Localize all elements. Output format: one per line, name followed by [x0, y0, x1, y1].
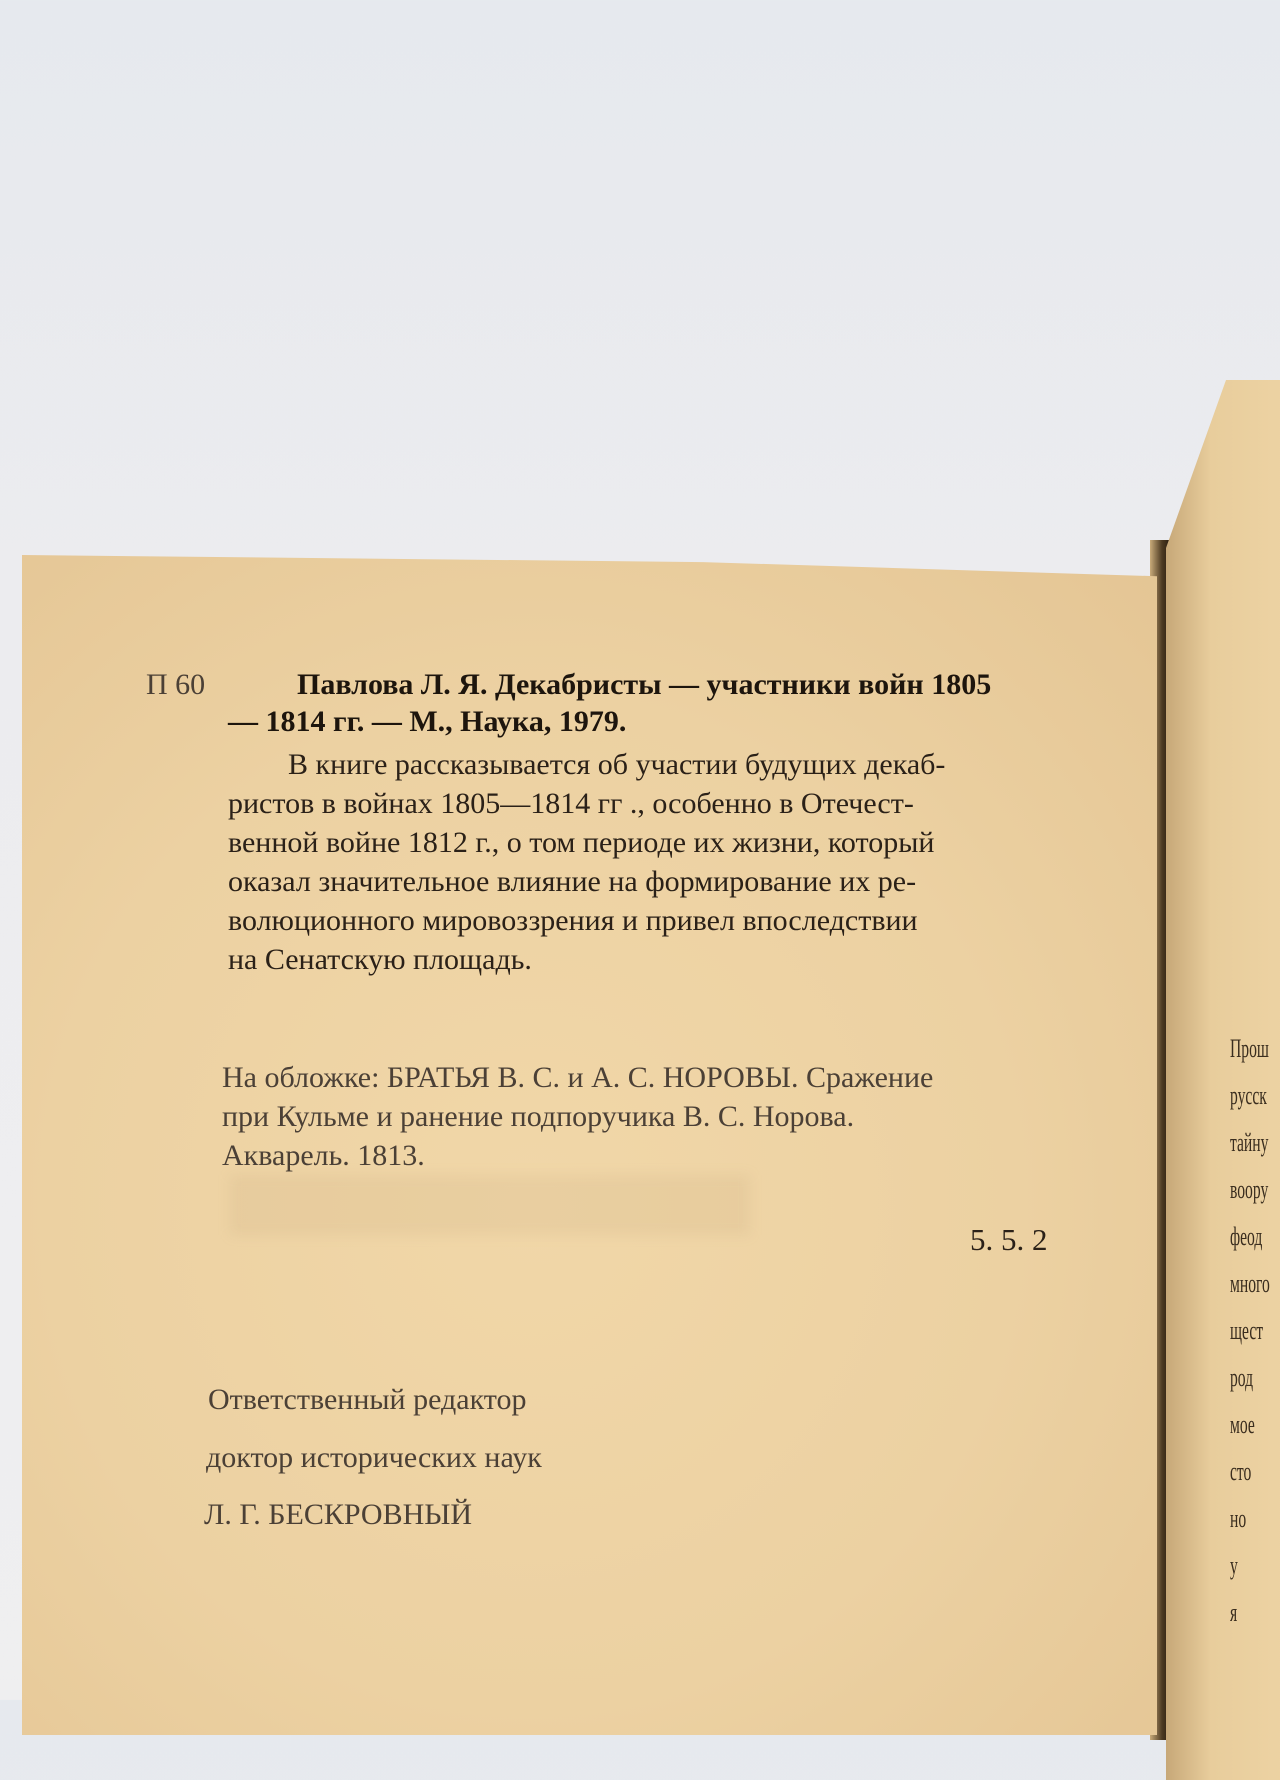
cover-note — [222, 1058, 1072, 1175]
catalog-line-1: Павлова Л. Я. Декабристы — участники войн 1805 — [297, 668, 992, 701]
editor-role: Ответственный редактор — [208, 1383, 527, 1416]
annotation-line: В книге рассказывается об участии будущих декаб- — [288, 748, 946, 781]
facing-text-line: у — [1230, 1551, 1238, 1580]
facing-text-line: я — [1230, 1598, 1238, 1627]
cover-note-line: На обложке: БРАТЬЯ В. С. и А. С. НОРОВЫ. Сражение — [222, 1061, 934, 1094]
bleed-through-shadow — [230, 1175, 750, 1235]
facing-text-line: феод — [1230, 1222, 1263, 1251]
catalog-line-2: — 1814 гг. — М., Наука, 1979. — [228, 705, 627, 738]
annotation-paragraph — [228, 745, 1068, 979]
cover-note-line: Акварель. 1813. — [222, 1139, 425, 1172]
annotation-line: венной войне 1812 г., о том периоде их жизни, который — [228, 826, 935, 859]
facing-text-line: щест — [1230, 1316, 1264, 1345]
annotation-line: на Сенатскую площадь. — [228, 943, 532, 976]
facing-text-line: воору — [1230, 1175, 1269, 1204]
facing-page-text — [1230, 1025, 1280, 1636]
annotation-line: ристов в войнах 1805—1814 гг ., особенно в Отечест- — [228, 787, 914, 820]
facing-text-line: тайну — [1230, 1128, 1269, 1157]
facing-text-line: мое — [1230, 1410, 1255, 1439]
annotation-line: волюционного мировоззрения и привел впоследствии — [228, 904, 918, 937]
facing-text-line: Прош — [1230, 1034, 1269, 1063]
catalog-code: П 60 — [146, 668, 206, 701]
facing-text-line: но — [1230, 1504, 1247, 1533]
facing-text-line: русск — [1230, 1081, 1267, 1110]
editor-degree: доктор исторических наук — [206, 1441, 542, 1474]
facing-text-line: род — [1230, 1363, 1254, 1392]
classification-index: 5. 5. 2 — [970, 1222, 1048, 1257]
annotation-line: оказал значительное влияние на формирование их ре- — [228, 865, 917, 898]
facing-text-line: много — [1230, 1269, 1270, 1298]
editor-name: Л. Г. БЕСКРОВНЫЙ — [204, 1498, 473, 1531]
cover-note-line: при Кульме и ранение подпоручика В. С. Норова. — [222, 1100, 855, 1133]
facing-text-line: сто — [1230, 1457, 1252, 1486]
